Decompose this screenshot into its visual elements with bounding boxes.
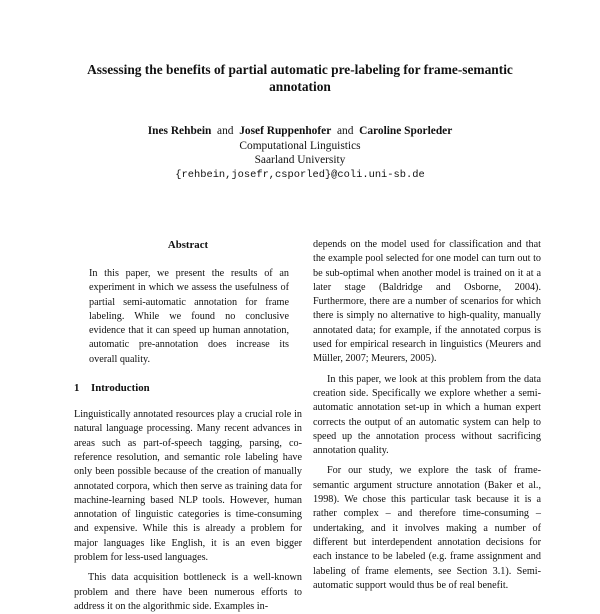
paper-title	[60, 61, 540, 95]
author-names	[60, 124, 540, 139]
intro-paragraph-1: Linguistically annotated resources play a crucial role in natural language processing. Many recent advances in areas such as part-of-speech tagging, parsing, co-reference resolution, and semantic role labeling have only been possible because of the creation of manually annotated corpora, which then serve as training data for machine-learning based NLP tools. However, human annotation of linguistic categories is time-consuming and expensive. While this is already a problem for major languages like English, it is an even bigger problem for less-used languages.	[74, 409, 302, 564]
right-column	[313, 238, 541, 593]
paper-title-line-1: Assessing the benefits of partial automatic pre-labeling for frame-semantic	[87, 62, 513, 77]
author-email: {rehbein,josefr,csporled}@coli.uni-sb.de	[175, 168, 425, 181]
abstract-heading: Abstract	[167, 239, 209, 251]
author-2: Josef Ruppenhofer	[239, 125, 332, 137]
intro-paragraph-2: This data acquisition bottleneck is a well-known problem and there have been numerous efforts to address it on the algorithmic side. Examples in-	[74, 572, 302, 612]
section-heading-introduction	[74, 381, 302, 395]
left-column	[74, 238, 302, 614]
author-department: Computational Linguistics	[239, 139, 361, 152]
author-1: Ines Rehbein	[147, 125, 212, 137]
abstract-text: In this paper, we present the results of an experiment in which we assess the usefulness of partial semi-automatic annotation for frame labeling. While we found no conclusive evidence that it can speed up human annotation, automatic pre-annotation does increase its overall quality.	[89, 268, 289, 365]
right-paragraph-3: For our study, we explore the task of frame-semantic argument structure annotation (Baker et al., 1998). We chose this particular task because it is a rather complex – and therefore time-consuming – undertaking, and it involves making a number of different but interdependent annotation decisions for each instance to be labeled (e.g. frame assignment and labeling of frame elements, see Section 3.1). Semi-automatic support would thus be of real benefit.	[313, 465, 541, 591]
author-block	[60, 124, 540, 182]
author-conjunction-1: and	[217, 125, 234, 137]
author-3: Caroline Sporleder	[359, 125, 453, 137]
right-paragraph-2: In this paper, we look at this problem from the data creation side. Specifically we explore whether a semi-automatic annotation set-up in which a human expert corrects the output of an automatic system can help to speed up the annotation process without sacrificing annotation quality.	[313, 373, 541, 457]
paper-title-line-2: annotation	[269, 79, 331, 94]
author-conjunction-2: and	[336, 125, 354, 137]
section-number: 1	[74, 382, 80, 395]
right-paragraph-1: depends on the model used for classification and that the example pool selected for one model can turn out to be sub-optimal when another model is trained on it at a later stage (Baldridge and Osborne, 2004). Furthermore, there are a number of scenarios for which there is simply no alternative to high-quality, manually annotated data; for example, if the annotated corpus is used for empirical research in linguistics (Meurers and Müller, 2007; Meurers, 2005).	[313, 239, 541, 365]
section-title: Introduction	[91, 382, 150, 395]
author-university: Saarland University	[254, 154, 346, 166]
